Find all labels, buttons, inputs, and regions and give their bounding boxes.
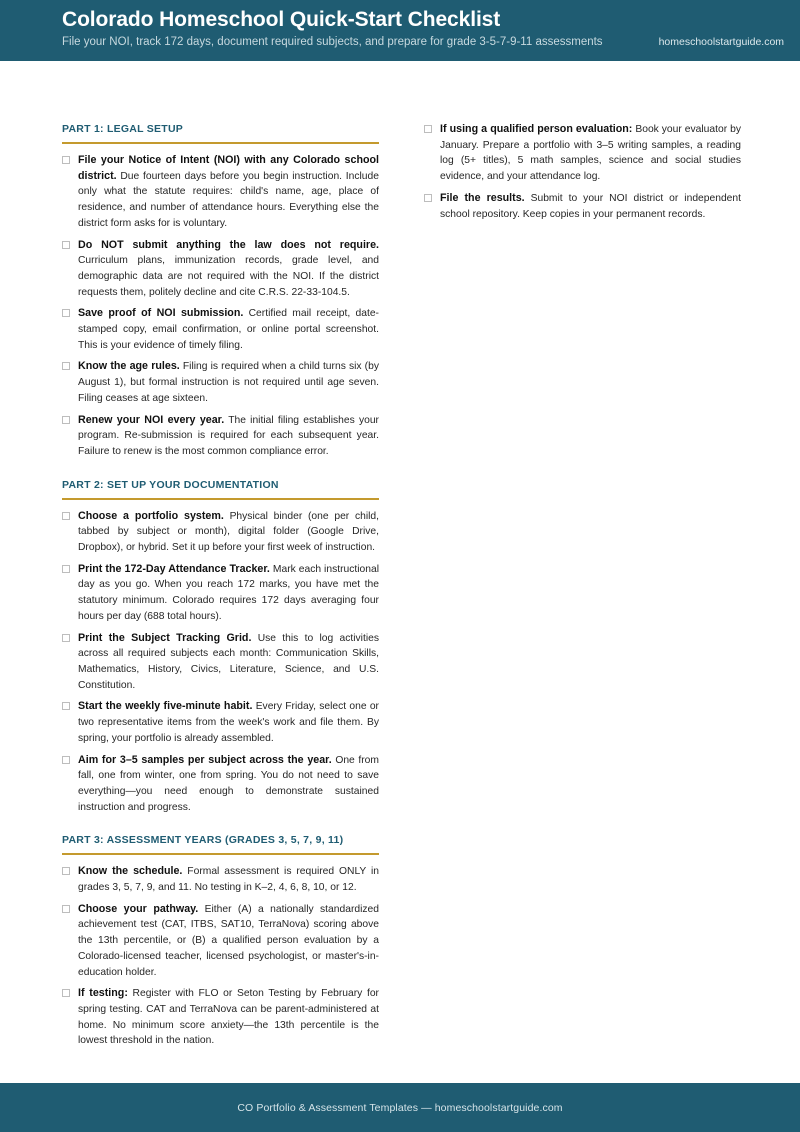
checklist-item-body: Filing is required when a child turns six (by August 1), but formal instruction is not required until age seven. Filing ceases at age sixteen. bbox=[78, 361, 379, 404]
checkbox-icon[interactable] bbox=[62, 867, 70, 875]
checkbox-icon[interactable] bbox=[62, 416, 70, 424]
checklist-item-lead: Choose a portfolio system. bbox=[78, 509, 224, 522]
checklist-item[interactable] bbox=[62, 631, 379, 694]
checklist-item-body: Every Friday, select one or two representative items from the week's work and file them. By spring, your portfolio is already assembled. bbox=[78, 701, 379, 744]
section-title: PART 1: LEGAL SETUP bbox=[62, 123, 184, 135]
checklist-item-body: Book your evaluator by January. Prepare a portfolio with 3–5 writing samples, a reading log (5+ titles), 5 math samples, science and social studies evidence, and your attendance log. bbox=[440, 124, 741, 183]
checklist-item[interactable] bbox=[62, 413, 379, 460]
checklist-item-lead: Print the 172-Day Attendance Tracker. bbox=[78, 562, 270, 575]
section-divider bbox=[62, 853, 379, 855]
page-footer bbox=[0, 1083, 800, 1132]
checklist-items bbox=[62, 864, 379, 1049]
checkbox-icon[interactable] bbox=[62, 309, 70, 317]
checklist-item-body: Submit to your NOI district or independent school repository. Keep copies in your permanent records. bbox=[440, 192, 741, 220]
checklist-item-lead: Know the schedule. bbox=[78, 865, 183, 878]
checkbox-icon[interactable] bbox=[62, 362, 70, 370]
left-column bbox=[62, 122, 379, 1059]
checklist-body bbox=[0, 61, 800, 1083]
checkbox-icon[interactable] bbox=[62, 565, 70, 573]
checklist-item-body: Mark each instructional day as you go. When you reach 172 marks, you have met the statutory minimum. Colorado requires 172 days averaging four hours per day (688 total hours). bbox=[78, 563, 380, 622]
checkbox-icon[interactable] bbox=[62, 702, 70, 710]
checklist-item[interactable] bbox=[62, 359, 379, 406]
checklist-item-lead: Start the weekly five-minute habit. bbox=[78, 700, 253, 713]
checklist-section bbox=[62, 478, 379, 816]
checkbox-icon[interactable] bbox=[62, 634, 70, 642]
checklist-item-body: Use this to log activities across all required subjects each month: Communication Skills, Mathematics, History, Civics, Literature, Science, and U.S. Constitution. bbox=[78, 632, 379, 691]
section-divider bbox=[62, 498, 379, 500]
checklist-item[interactable] bbox=[62, 509, 379, 556]
header-site-url: homeschoolstartguide.com bbox=[658, 36, 785, 48]
checkbox-icon[interactable] bbox=[62, 156, 70, 164]
checklist-item-lead: If testing: bbox=[78, 987, 128, 1000]
checklist-item[interactable] bbox=[62, 864, 379, 895]
checkbox-icon[interactable] bbox=[424, 194, 432, 202]
checklist-items bbox=[62, 509, 379, 816]
checkbox-icon[interactable] bbox=[62, 989, 70, 997]
checklist-section bbox=[62, 833, 379, 1049]
checklist-section bbox=[62, 122, 379, 460]
checklist-item-lead: Save proof of NOI submission. bbox=[78, 307, 244, 320]
checklist-item-body: Due fourteen days before you begin instruction. Include only what the statute requires: child's name, age, place of residence, and number of attendance hours. Everything else the district form asks for is voluntary. bbox=[78, 170, 379, 229]
footer-text: CO Portfolio & Assessment Templates — homeschoolstartguide.com bbox=[237, 1101, 563, 1114]
checklist-item[interactable] bbox=[62, 153, 379, 232]
checklist-item-body: One from fall, one from winter, one from spring. You do not need to save everything—you need enough to demonstrate sustained instruction and progress. bbox=[78, 754, 379, 813]
checklist-item-body: Physical binder (one per child, tabbed by subject or month), digital folder (Google Drive, Dropbox), or hybrid. Set it up before your first week of instruction. bbox=[78, 510, 379, 554]
checklist-section bbox=[424, 122, 741, 222]
checklist-item-body: The initial filing establishes your program. Re-submission is required for each subsequent year. Failure to renew is the most common compliance error. bbox=[78, 414, 379, 457]
checklist-item-lead: Renew your NOI every year. bbox=[78, 413, 225, 426]
checklist-item-body: Register with FLO or Seton Testing by February for spring testing. CAT and TerraNova can be parent-administered at home. No minimum score anxiety—the 13th percentile is the lowest threshold in the nation. bbox=[78, 988, 379, 1047]
checklist-item-lead: File the results. bbox=[440, 191, 525, 204]
checklist-item-lead: Do NOT submit anything the law does not require. bbox=[78, 238, 379, 251]
checkbox-icon[interactable] bbox=[62, 905, 70, 913]
checklist-item[interactable] bbox=[62, 699, 379, 746]
right-column bbox=[424, 122, 741, 232]
checklist-item[interactable] bbox=[424, 122, 741, 185]
checklist-item[interactable] bbox=[62, 306, 379, 353]
header-subtitle-row bbox=[62, 35, 785, 50]
checklist-item-body: Formal assessment is required ONLY in grades 3, 5, 7, 9, and 11. No testing in K–2, 4, 6, 8, 10, or 12. bbox=[78, 866, 379, 894]
checklist-item-body: Certified mail receipt, date-stamped copy, email confirmation, or online portal screenshot. This is your evidence of timely filing. bbox=[78, 308, 379, 351]
section-title: PART 3: ASSESSMENT YEARS (GRADES 3, 5, 7, 9, 11) bbox=[62, 834, 344, 847]
checkbox-icon[interactable] bbox=[424, 125, 432, 133]
checklist-item[interactable] bbox=[62, 238, 379, 301]
checklist-item-lead: File your Notice of Intent (NOI) with any Colorado school district. bbox=[78, 154, 379, 182]
page-subtitle: File your NOI, track 172 days, document required subjects, and prepare for grade 3-5-7-9-11 assessments bbox=[62, 36, 603, 48]
checklist-item-body: Either (A) a nationally standardized achievement test (CAT, ITBS, SAT10, TerraNova) scoring above the 13th percentile, or (B) a qualified person evaluation by a Colorado-licensed teacher, licensed psychologist, or master's-in-education holder. bbox=[78, 903, 379, 978]
checkbox-icon[interactable] bbox=[62, 241, 70, 249]
checklist-item-body: Curriculum plans, immunization records, grade level, and demographic data are not required with the NOI. If the district requests them, politely decline and cite C.R.S. 22-33-104.5. bbox=[78, 255, 379, 298]
checklist-item-lead: Choose your pathway. bbox=[78, 902, 199, 915]
page-title: Colorado Homeschool Quick-Start Checklist bbox=[62, 8, 501, 31]
checklist-item-lead: Aim for 3–5 samples per subject across the year. bbox=[78, 753, 332, 766]
checklist-item-lead: Know the age rules. bbox=[78, 360, 180, 373]
checklist-items bbox=[424, 122, 741, 222]
checkbox-icon[interactable] bbox=[62, 756, 70, 764]
checklist-item[interactable] bbox=[62, 986, 379, 1049]
checklist-item-lead: Print the Subject Tracking Grid. bbox=[78, 631, 252, 644]
section-title: PART 2: SET UP YOUR DOCUMENTATION bbox=[62, 478, 279, 491]
checklist-item-lead: If using a qualified person evaluation: bbox=[440, 123, 633, 135]
checklist-items bbox=[62, 153, 379, 460]
checklist-item[interactable] bbox=[62, 753, 379, 816]
checkbox-icon[interactable] bbox=[62, 512, 70, 520]
checklist-item[interactable] bbox=[62, 562, 379, 625]
checklist-item[interactable] bbox=[424, 191, 741, 222]
checklist-item[interactable] bbox=[62, 902, 379, 981]
page-header bbox=[0, 0, 800, 61]
section-divider bbox=[62, 142, 379, 144]
